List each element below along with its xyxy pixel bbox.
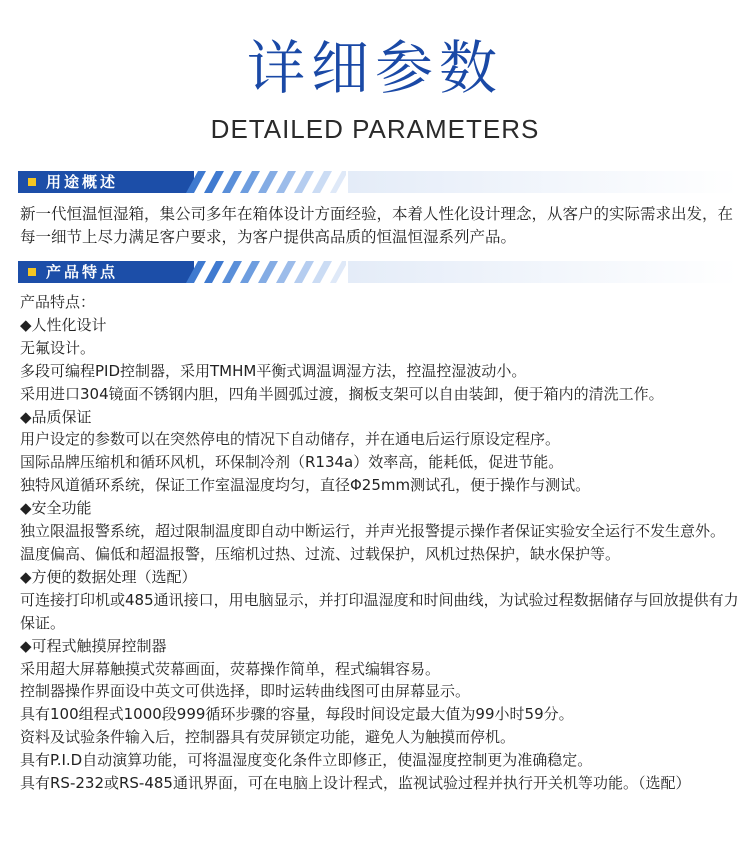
feature-heading: ◆可程式触摸屏控制器	[20, 636, 167, 655]
feature-line: 独立限温报警系统，超过限制温度即自动中断运行，并声光报警提示操作者保证实验安全运行不发生意外。	[20, 522, 726, 541]
feature-line: 可连接打印机或485通讯接口，用电脑显示，并打印温湿度和时间曲线，为试验过程数据储存与回放提供有力保证。	[20, 590, 739, 632]
section-bar-stripes	[186, 261, 346, 283]
feature-line: 具有100组程式1000段999循环步骤的容量，每段时间设定最大值为99小时59分。	[20, 705, 574, 724]
feature-line: 采用超大屏幕触摸式荧幕画面，荧幕操作简单，程式编辑容易。	[20, 659, 441, 678]
feature-line: 独特风道循环系统，保证工作室温湿度均匀，直径Φ25mm测试孔，便于操作与测试。	[20, 476, 591, 495]
section-marker-icon	[28, 178, 36, 186]
feature-heading: ◆方便的数据处理（选配）	[20, 567, 197, 586]
feature-line: 具有P.I.D自动演算功能，可将温湿度变化条件立即修正，使温湿度控制更为准确稳定。	[20, 751, 593, 770]
feature-line: 用户设定的参数可以在突然停电的情况下自动储存，并在通电后运行原设定程序。	[20, 430, 561, 449]
feature-line: 具有RS-232或RS-485通讯界面，可在电脑上设计程式，监视试验过程并执行开关机等功能。（选配）	[20, 774, 691, 793]
feature-line: 温度偏高、偏低和超温报警，压缩机过热、过流、过载保护，风机过热保护，缺水保护等。	[20, 544, 621, 563]
section-bar-stripes	[186, 171, 346, 193]
section-title: 用途概述	[46, 173, 119, 191]
feature-line: 国际品牌压缩机和循环风机，环保制冷剂（R134a）效率高，能耗低，促进节能。	[20, 453, 564, 472]
overview-text: 新一代恒温恒湿箱，集公司多年在箱体设计方面经验，本着人性化设计理念，从客户的实际需求出发，在每一细节上尽力满足客户要求，为客户提供高品质的恒温恒湿系列产品。	[20, 205, 734, 246]
feature-line: 采用进口304镜面不锈钢内胆，四角半圆弧过渡，搁板支架可以自由装卸，便于箱内的清洗工作。	[20, 384, 664, 403]
features-intro: 产品特点：	[20, 293, 96, 311]
section-header-overview	[18, 171, 738, 193]
feature-line: 多段可编程PID控制器，采用TMHM平衡式调温调湿方法，控温控湿波动小。	[20, 361, 527, 380]
section-marker-icon	[28, 268, 36, 276]
feature-line: 控制器操作界面设中英文可供选择，即时运转曲线图可由屏幕显示。	[20, 682, 471, 701]
section-bar-fade	[348, 171, 738, 193]
feature-heading: ◆品质保证	[20, 407, 92, 426]
section-bar-fade	[348, 261, 738, 283]
feature-line: 资料及试验条件输入后，控制器具有荧屏锁定功能，避免人为触摸而停机。	[20, 728, 516, 747]
page-title: 详细参数	[246, 34, 503, 102]
feature-line: 无氟设计。	[20, 338, 96, 357]
section-title: 产品特点	[46, 263, 119, 281]
page-subtitle: DETAILED PARAMETERS	[210, 114, 540, 144]
feature-heading: ◆人性化设计	[20, 315, 107, 334]
feature-heading: ◆安全功能	[20, 499, 92, 518]
features-list	[20, 291, 740, 795]
section-header-features	[18, 261, 738, 283]
